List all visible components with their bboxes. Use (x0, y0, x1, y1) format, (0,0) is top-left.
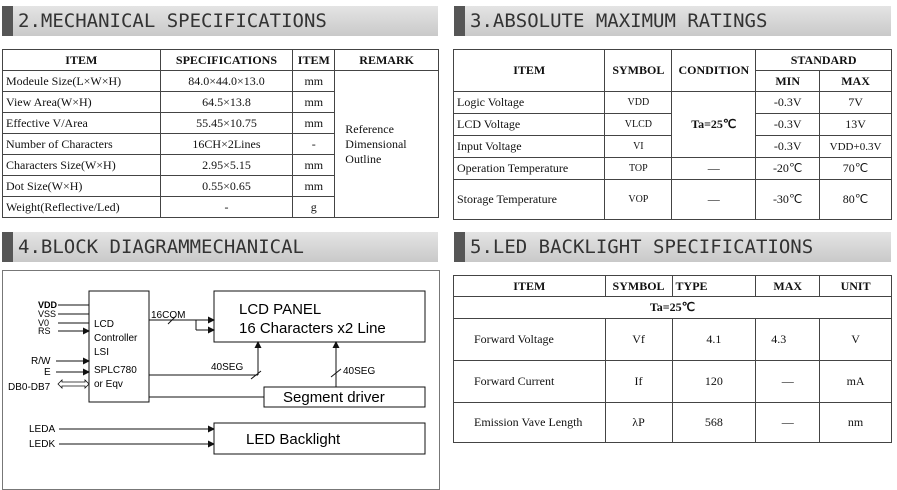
panel-subtitle: 16 Characters x2 Line (239, 320, 386, 337)
absmax-symbol: VDD (605, 92, 672, 114)
led-header-type: TYPE (672, 276, 756, 297)
controller-label: Controller (94, 333, 138, 344)
led-item: Emission Vave Length (454, 403, 606, 443)
mech-spec: 16CH×2Lines (160, 134, 293, 155)
pin-label: V0 (38, 318, 50, 328)
mech-header-specifications: SPECIFICATIONS (160, 50, 293, 71)
led-unit: V (820, 319, 892, 361)
segment-driver-label: Segment driver (283, 389, 385, 406)
remark-line: Outline (345, 151, 382, 166)
mech-unit: g (293, 197, 335, 218)
absmax-condition: Ta=25℃ (672, 92, 756, 158)
led-symbol: Vf (605, 319, 672, 361)
mech-spec: 2.95×5.15 (160, 155, 293, 176)
mech-item: Number of Characters (3, 134, 161, 155)
absmax-max: 80℃ (820, 180, 892, 220)
led-header-unit: UNIT (820, 276, 892, 297)
controller-label: LCD (94, 319, 115, 330)
led-header-item: ITEM (454, 276, 606, 297)
absmax-section-title: 3.ABSOLUTE MAXIMUM RATINGS (470, 10, 768, 32)
mech-spec: 84.0×44.0×13.0 (160, 71, 293, 92)
led-type: 568 (672, 403, 756, 443)
mech-unit: mm (293, 71, 335, 92)
absmax-symbol: VLCD (605, 114, 672, 136)
absmax-min: -30℃ (756, 180, 820, 220)
mech-item: Modeule Size(L×W×H) (3, 71, 161, 92)
controller-label: SPLC780 (94, 365, 137, 376)
absmax-header-standard: STANDARD (756, 50, 892, 71)
leda-label: LEDA (29, 424, 56, 435)
absmax-condition: — (672, 158, 756, 180)
pin-label: E (44, 367, 51, 378)
mech-item: Weight(Reflective/Led) (3, 197, 161, 218)
absmax-symbol: TOP (605, 158, 672, 180)
remark-line: Reference (345, 121, 394, 136)
led-type: 120 (672, 361, 756, 403)
absmax-max: 13V (820, 114, 892, 136)
led-condition: Ta=25℃ (454, 297, 892, 319)
com-label: 16COM (151, 310, 186, 321)
mech-spec: 64.5×13.8 (160, 92, 293, 113)
pin-label: VSS (38, 309, 57, 319)
led-type: 4.1 (672, 319, 756, 361)
absmax-symbol: VI (605, 136, 672, 158)
mech-item: Characters Size(W×H) (3, 155, 161, 176)
mech-item: Dot Size(W×H) (3, 176, 161, 197)
led-section-title: 5.LED BACKLIGHT SPECIFICATIONS (470, 236, 814, 258)
led-max: 4.3 (756, 319, 820, 361)
mech-header-unit: ITEM (293, 50, 335, 71)
pin-label: RS (38, 326, 51, 336)
seg-label-b: 40SEG (343, 366, 376, 377)
absmax-condition: — (672, 180, 756, 220)
remark-line: Dimensional (345, 136, 407, 151)
led-max: — (756, 403, 820, 443)
led-header-symbol: SYMBOL (605, 276, 672, 297)
absmax-symbol: VOP (605, 180, 672, 220)
led-unit: mA (820, 361, 892, 403)
controller-label: LSI (94, 347, 110, 358)
mech-item: Effective V/Area (3, 113, 161, 134)
mech-unit: mm (293, 113, 335, 134)
mechanical-section-title: 2.MECHANICAL SPECIFICATIONS (18, 10, 327, 32)
absmax-header-item: ITEM (454, 50, 605, 92)
mech-spec: 55.45×10.75 (160, 113, 293, 134)
mech-header-remark: REMARK (335, 50, 439, 71)
led-section-header (454, 232, 891, 262)
led-symbol: λP (605, 403, 672, 443)
absmax-item: Input Voltage (454, 136, 605, 158)
absmax-max: VDD+0.3V (820, 136, 892, 158)
backlight-label: LED Backlight (246, 431, 341, 448)
mech-unit: - (293, 134, 335, 155)
mech-unit: mm (293, 176, 335, 197)
mech-header-item: ITEM (3, 50, 161, 71)
panel-title: LCD PANEL (239, 301, 322, 318)
absmax-header-max: MAX (820, 71, 892, 92)
ledk-label: LEDK (29, 439, 56, 450)
absmax-max: 7V (820, 92, 892, 114)
mech-item: View Area(W×H) (3, 92, 161, 113)
controller-label: or Eqv (94, 379, 123, 390)
absmax-item: Operation Temperature (454, 158, 605, 180)
header-accent-bar (454, 232, 465, 262)
absmax-item: LCD Voltage (454, 114, 605, 136)
absmax-item: Logic Voltage (454, 92, 605, 114)
led-unit: nm (820, 403, 892, 443)
absmax-min: -0.3V (756, 92, 820, 114)
led-symbol: If (605, 361, 672, 403)
block-diagram-section-title: 4.BLOCK DIAGRAMMECHANICAL (18, 236, 304, 258)
led-spec-table (453, 275, 892, 443)
seg-label-a: 40SEG (211, 362, 244, 373)
absmax-min: -20℃ (756, 158, 820, 180)
mech-unit: mm (293, 92, 335, 113)
data-bus-arrow (58, 380, 89, 388)
absmax-max: 70℃ (820, 158, 892, 180)
absmax-min: -0.3V (756, 114, 820, 136)
mech-spec: - (160, 197, 293, 218)
absmax-header-condition: CONDITION (672, 50, 756, 92)
absmax-min: -0.3V (756, 136, 820, 158)
absmax-item: Storage Temperature (454, 180, 605, 220)
led-item: Forward Current (454, 361, 606, 403)
led-max: — (756, 361, 820, 403)
led-item: Forward Voltage (454, 319, 606, 361)
absmax-header-symbol: SYMBOL (605, 50, 672, 92)
absmax-header-min: MIN (756, 71, 820, 92)
mech-spec: 0.55×0.65 (160, 176, 293, 197)
pin-label: VDD (38, 300, 58, 310)
led-header-max: MAX (756, 276, 820, 297)
mech-unit: mm (293, 155, 335, 176)
pin-label: DB0-DB7 (8, 382, 51, 393)
pin-label: R/W (31, 356, 51, 367)
